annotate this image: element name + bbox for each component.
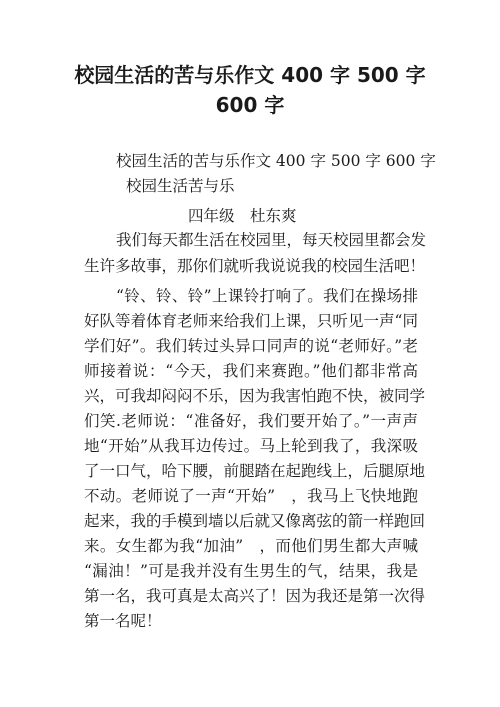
document-title-line-2: 600 字 bbox=[215, 93, 285, 117]
article-heading: 校园生活苦与乐 bbox=[126, 177, 235, 195]
document-title-line-1: 校园生活的苦与乐作文 400 字 500 字 bbox=[74, 63, 426, 87]
paragraph-2-line-13: 第一名，我可真是太高兴了！因为我还是第一次得 bbox=[84, 587, 426, 605]
paragraph-2-line-1: “铃、铃、铃”上课铃打响了。我们在操场排 bbox=[116, 287, 418, 305]
paragraph-2-line-9: 不动。老师说了一声“开始” ，我马上飞快地跑 bbox=[84, 487, 418, 505]
paragraph-2-line-11: 来。女生都为我“加油” ，而他们男生都大声喊 bbox=[84, 537, 418, 555]
paragraph-2-line-2: 好队等着体育老师来给我们上课，只听见一声“同 bbox=[84, 312, 418, 330]
document-subtitle: 校园生活的苦与乐作文 400 字 500 字 600 字 bbox=[116, 152, 436, 170]
paragraph-2-line-5: 兴，可我却闷闷不乐，因为我害怕跑不快，被同学 bbox=[84, 387, 426, 405]
paragraph-1-line-2: 生许多故事，那你们就听我说说我的校园生活吧！ bbox=[84, 257, 426, 275]
paragraph-2-line-3: 学们好”。我们转过头异口同声的说“老师好。”老 bbox=[84, 337, 418, 355]
paragraph-1-line-1: 我们每天都生活在校园里，每天校园里都会发 bbox=[116, 231, 427, 249]
paragraph-2-line-10: 起来，我的手模到墙以后就又像离弦的箭一样跑回 bbox=[84, 512, 426, 530]
paragraph-2-line-6: 们笑.老师说：“准备好，我们要开始了。”一声声 bbox=[84, 412, 418, 430]
paragraph-2-line-14: 第一名呢！ bbox=[84, 612, 162, 630]
paragraph-2-line-12: “漏油！”可是我并没有生男生的气，结果，我是 bbox=[84, 562, 418, 580]
paragraph-2-line-8: 了一口气，哈下腰，前腿踏在起跑线上，后腿原地 bbox=[84, 462, 426, 480]
paragraph-2-line-4: 师接着说：“今天，我们来赛跑。”他们都非常高 bbox=[84, 362, 418, 380]
paragraph-2-line-7: 地“开始”从我耳边传过。马上轮到我了，我深吸 bbox=[84, 437, 418, 455]
article-author: 四年级 杜东爽 bbox=[188, 207, 297, 225]
